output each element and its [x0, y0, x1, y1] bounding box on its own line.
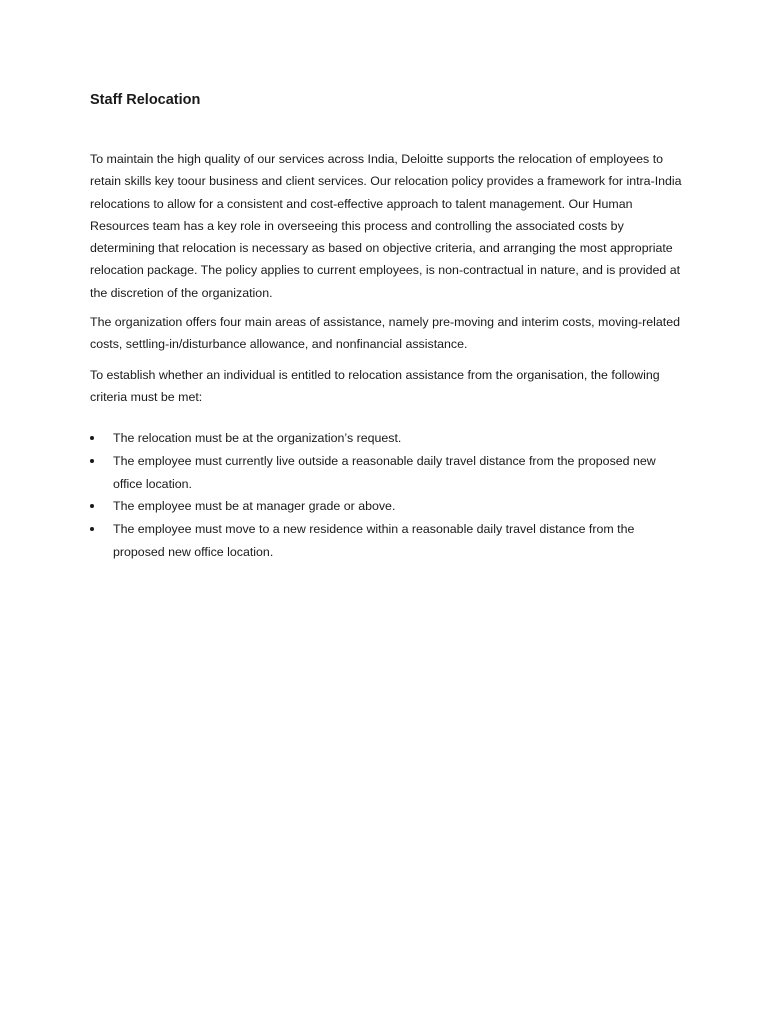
criteria-list	[90, 427, 682, 564]
bullet-icon	[90, 527, 94, 531]
list-item	[90, 518, 682, 564]
bullet-icon	[90, 504, 94, 508]
intro-paragraph: To maintain the high quality of our services across India, Deloitte supports the relocation of employees to retain skills key toour business and client services. Our relocation policy provides a framework for intra-India relocations to allow for a consistent and cost-effective approach to talent management. Our Human Resources team has a key role in overseeing this process and controlling the associated costs by determining that relocation is necessary as based on objective criteria, and arranging the most appropriate relocation package. The policy applies to current employees, is non-contractual in nature, and is provided at the discretion of the organization.	[90, 152, 682, 300]
list-item-text: The relocation must be at the organization’s request.	[113, 431, 402, 445]
list-item-text: The employee must currently live outside a reasonable daily travel distance from the proposed new office location.	[113, 453, 656, 491]
list-item-text: The employee must be at manager grade or above.	[113, 499, 396, 514]
list-item-text: The employee must move to a new residence within a reasonable daily travel distance from the proposed new office location.	[113, 522, 635, 559]
list-item	[90, 495, 682, 518]
bullet-icon	[90, 436, 94, 440]
assistance-paragraph: The organization offers four main areas of assistance, namely pre-moving and interim costs, moving-related costs, settling-in/disturbance allowance, and nonfinancial assistance.	[90, 315, 680, 352]
list-item	[90, 450, 682, 496]
page-title: Staff Relocation	[90, 92, 201, 108]
list-item	[90, 427, 682, 450]
criteria-intro-paragraph: To establish whether an individual is entitled to relocation assistance from the organisation, the following criteria must be met:	[90, 368, 660, 405]
bullet-icon	[90, 459, 94, 463]
